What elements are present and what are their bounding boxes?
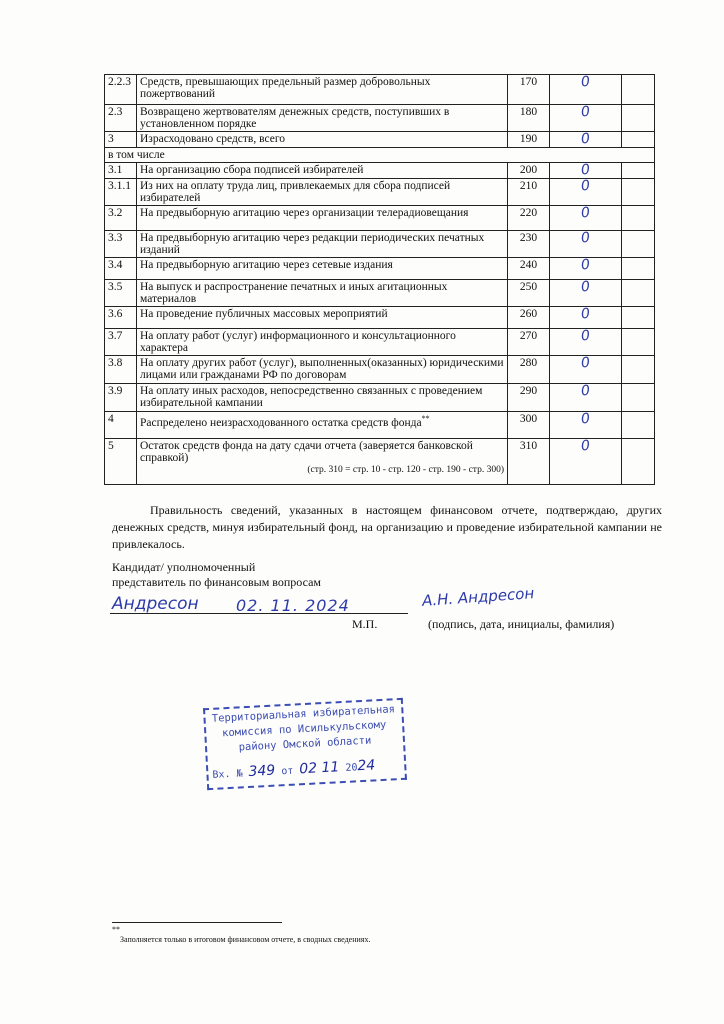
row-empty-cell bbox=[622, 258, 655, 280]
table-row bbox=[105, 206, 655, 231]
stamp-in-label: Вх. № bbox=[212, 768, 243, 781]
row-empty-cell bbox=[622, 163, 655, 179]
footnote-divider bbox=[112, 922, 282, 923]
handwritten-value: 0 bbox=[580, 73, 591, 91]
row-name-text: Остаток средств фонда на дату сдачи отчета (заверяется банковской справкой) bbox=[140, 440, 473, 464]
row-name bbox=[137, 258, 508, 280]
row-name bbox=[137, 356, 508, 384]
row-code: 230 bbox=[508, 231, 550, 258]
row-value-cell bbox=[550, 384, 622, 412]
stamp-line-2: комиссия по Исилькульскому bbox=[221, 718, 387, 740]
row-code: 200 bbox=[508, 163, 550, 179]
row-value-cell bbox=[550, 258, 622, 280]
row-number: 3.6 bbox=[105, 307, 137, 329]
table-row bbox=[105, 132, 655, 148]
row-value-cell bbox=[550, 439, 622, 485]
table-row bbox=[105, 163, 655, 179]
handwritten-name: А.Н. Андресон bbox=[421, 584, 535, 610]
row-code: 190 bbox=[508, 132, 550, 148]
stamp-line-1: Территориальная избирательная bbox=[211, 703, 396, 725]
row-number: 3 bbox=[105, 132, 137, 148]
confirmation-statement: Правильность сведений, указанных в настоящем финансовом отчете, подтверждаю, других денежных средств, минуя избирательный фонд, на организацию и проведение избирательной кампании не привлекалось. bbox=[112, 503, 662, 551]
row-code: 240 bbox=[508, 258, 550, 280]
stamp-registration-row bbox=[212, 756, 401, 782]
row-empty-cell bbox=[622, 280, 655, 307]
row-name-text: На организацию сбора подписей избирателей bbox=[140, 164, 364, 176]
candidate-line-1: Кандидат/ уполномоченный bbox=[112, 560, 256, 574]
row-name bbox=[137, 231, 508, 258]
finance-report-table bbox=[104, 74, 655, 485]
row-empty-cell bbox=[622, 231, 655, 258]
handwritten-value: 0 bbox=[580, 354, 591, 372]
handwritten-value: 0 bbox=[580, 229, 591, 247]
row-code: 220 bbox=[508, 206, 550, 231]
row-empty-cell bbox=[622, 329, 655, 356]
handwritten-date: 02. 11. 2024 bbox=[236, 596, 350, 615]
row-formula-note: (стр. 310 = стр. 10 - стр. 120 - стр. 190 - стр. 300) bbox=[307, 465, 504, 475]
row-name-text: Из них на оплату труда лиц, привлекаемых для сбора подписей избирателей bbox=[140, 180, 451, 204]
row-empty-cell bbox=[622, 132, 655, 148]
row-empty-cell bbox=[622, 307, 655, 329]
row-code: 300 bbox=[508, 412, 550, 439]
footnote-mark: ** bbox=[112, 925, 120, 934]
table-row bbox=[105, 307, 655, 329]
row-number: 3.3 bbox=[105, 231, 137, 258]
row-empty-cell bbox=[622, 384, 655, 412]
table-row bbox=[105, 329, 655, 356]
row-name-text: Средств, превышающих предельный размер добровольных пожертвований bbox=[140, 76, 431, 100]
handwritten-signature: Андресон bbox=[112, 594, 199, 614]
row-number: 3.1.1 bbox=[105, 179, 137, 206]
handwritten-value: 0 bbox=[580, 382, 591, 400]
table-row bbox=[105, 148, 655, 163]
row-value-cell bbox=[550, 105, 622, 132]
row-name-text: На проведение публичных массовых мероприятий bbox=[140, 308, 388, 320]
row-name bbox=[137, 307, 508, 329]
table-row bbox=[105, 231, 655, 258]
row-name-text: На оплату других работ (услуг), выполненных(оказанных) юридическими лицами или гражданами РФ по договорам bbox=[140, 357, 504, 381]
row-code: 290 bbox=[508, 384, 550, 412]
row-name bbox=[137, 105, 508, 132]
row-number: 3.5 bbox=[105, 280, 137, 307]
handwritten-value: 0 bbox=[580, 177, 591, 195]
table-row bbox=[105, 75, 655, 105]
stamp-from-label: от bbox=[281, 765, 294, 778]
row-value-cell bbox=[550, 206, 622, 231]
handwritten-value: 0 bbox=[580, 278, 591, 296]
row-name-text: На выпуск и распространение печатных и иных агитационных материалов bbox=[140, 281, 448, 305]
handwritten-value: 0 bbox=[580, 256, 591, 274]
row-name-text: Распределено неизрасходованного остатка средств фонда bbox=[140, 416, 422, 429]
handwritten-value: 0 bbox=[580, 327, 591, 345]
row-name-text: На предвыборную агитацию через редакции периодических печатных изданий bbox=[140, 232, 485, 256]
row-name bbox=[137, 439, 508, 485]
row-name bbox=[137, 163, 508, 179]
row-name-text: Возвращено жертвователям денежных средств, поступивших в установленном порядке bbox=[140, 106, 450, 130]
row-value-cell bbox=[550, 307, 622, 329]
section-label: в том числе bbox=[105, 148, 655, 163]
mp-label: М.П. bbox=[352, 617, 378, 631]
row-value-cell bbox=[550, 329, 622, 356]
row-value-cell bbox=[550, 280, 622, 307]
row-name bbox=[137, 384, 508, 412]
table-row bbox=[105, 280, 655, 307]
row-number: 3.4 bbox=[105, 258, 137, 280]
stamp-date: 02 11 bbox=[298, 759, 340, 778]
row-empty-cell bbox=[622, 75, 655, 105]
row-value-cell bbox=[550, 132, 622, 148]
candidate-line-2: представитель по финансовым вопросам bbox=[112, 575, 321, 589]
row-number: 2.2.3 bbox=[105, 75, 137, 105]
row-value-cell bbox=[550, 163, 622, 179]
stamp-year-prefix: 20 bbox=[345, 762, 358, 774]
footnote-reference: ** bbox=[421, 414, 430, 423]
row-code: 260 bbox=[508, 307, 550, 329]
row-code: 180 bbox=[508, 105, 550, 132]
row-name-text: На оплату работ (услуг) информационного и консультационного характера bbox=[140, 330, 456, 354]
row-number: 4 bbox=[105, 412, 137, 439]
row-value-cell bbox=[550, 75, 622, 105]
row-name bbox=[137, 132, 508, 148]
row-number: 3.8 bbox=[105, 356, 137, 384]
row-name-text: На предвыборную агитацию через сетевые издания bbox=[140, 259, 393, 271]
row-code: 250 bbox=[508, 280, 550, 307]
table-row bbox=[105, 105, 655, 132]
handwritten-value: 0 bbox=[580, 410, 591, 428]
row-value-cell bbox=[550, 231, 622, 258]
row-name bbox=[137, 412, 508, 439]
row-code: 310 bbox=[508, 439, 550, 485]
registration-stamp bbox=[203, 698, 407, 790]
row-number: 5 bbox=[105, 439, 137, 485]
row-name-text: На оплату иных расходов, непосредственно связанных с проведением избирательной кампании bbox=[140, 385, 483, 409]
handwritten-value: 0 bbox=[580, 161, 591, 179]
row-empty-cell bbox=[622, 206, 655, 231]
row-empty-cell bbox=[622, 356, 655, 384]
row-empty-cell bbox=[622, 412, 655, 439]
row-name-text: На предвыборную агитацию через организации телерадиовещания bbox=[140, 207, 469, 219]
handwritten-value: 0 bbox=[580, 103, 591, 121]
handwritten-value: 0 bbox=[580, 437, 591, 455]
row-value-cell bbox=[550, 356, 622, 384]
table-row bbox=[105, 179, 655, 206]
table-row bbox=[105, 412, 655, 439]
row-code: 280 bbox=[508, 356, 550, 384]
footnote-text: Заполняется только в итоговом финансовом отчете, в сводных сведениях. bbox=[120, 935, 371, 944]
signature-line bbox=[110, 613, 408, 614]
row-number: 2.3 bbox=[105, 105, 137, 132]
row-number: 3.7 bbox=[105, 329, 137, 356]
row-value-cell bbox=[550, 179, 622, 206]
handwritten-value: 0 bbox=[580, 305, 591, 323]
stamp-year-suffix: 24 bbox=[356, 757, 376, 775]
row-name bbox=[137, 329, 508, 356]
candidate-label bbox=[112, 560, 321, 590]
row-number: 3.9 bbox=[105, 384, 137, 412]
row-number: 3.2 bbox=[105, 206, 137, 231]
row-name bbox=[137, 206, 508, 231]
handwritten-value: 0 bbox=[580, 130, 591, 148]
row-name bbox=[137, 179, 508, 206]
row-empty-cell bbox=[622, 105, 655, 132]
row-code: 170 bbox=[508, 75, 550, 105]
row-value-cell bbox=[550, 412, 622, 439]
table-row bbox=[105, 384, 655, 412]
row-code: 270 bbox=[508, 329, 550, 356]
row-name-text: Израсходовано средств, всего bbox=[140, 133, 286, 145]
stamp-line-3: району Омской области bbox=[238, 734, 372, 754]
signature-caption: (подпись, дата, инициалы, фамилия) bbox=[428, 617, 615, 631]
row-number: 3.1 bbox=[105, 163, 137, 179]
row-name bbox=[137, 75, 508, 105]
row-empty-cell bbox=[622, 179, 655, 206]
stamp-number: 349 bbox=[248, 762, 276, 780]
table-row bbox=[105, 439, 655, 485]
row-name bbox=[137, 280, 508, 307]
table-row bbox=[105, 356, 655, 384]
table-row bbox=[105, 258, 655, 280]
row-empty-cell bbox=[622, 439, 655, 485]
row-code: 210 bbox=[508, 179, 550, 206]
handwritten-value: 0 bbox=[580, 204, 591, 222]
